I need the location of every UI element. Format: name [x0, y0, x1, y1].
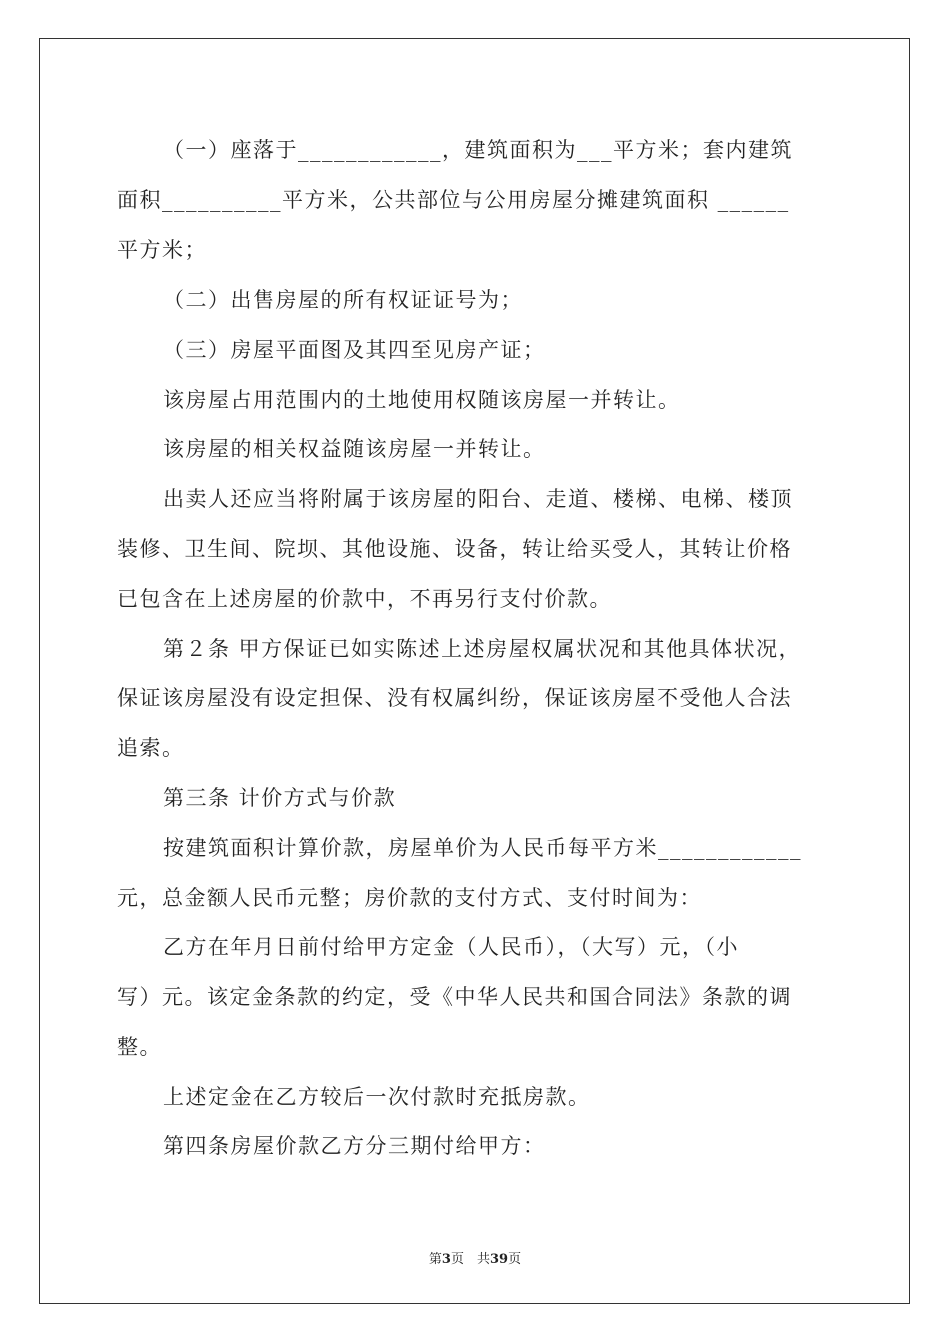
footer-page-mid: 页 共: [450, 1252, 490, 1267]
text-line: 第三条 计价方式与价款: [163, 786, 397, 810]
total-pages-number: 39: [489, 1252, 509, 1267]
text-line: 追索。: [117, 736, 185, 760]
text-line: 已包含在上述房屋的价款中，不再另行支付价款。: [117, 587, 612, 611]
text-line: 面积__________平方米，公共部位与公用房屋分摊建筑面积 ______: [117, 188, 790, 212]
footer-page-prefix: 第: [428, 1252, 442, 1267]
text-line: 元，总金额人民币元整；房价款的支付方式、支付时间为：: [117, 886, 702, 910]
footer-page-suffix: 页: [508, 1252, 522, 1267]
text-line: 该房屋的相关权益随该房屋一并转让。: [163, 437, 546, 461]
text-line: 上述定金在乙方较后一次付款时充抵房款。: [163, 1085, 591, 1109]
text-line: 写）元。该定金条款的约定，受《中华人民共和国合同法》条款的调: [117, 985, 792, 1009]
document-page: [39, 38, 910, 1304]
page-footer: [0, 1248, 950, 1267]
text-line: （三）房屋平面图及其四至见房产证；: [163, 338, 546, 362]
text-line: 装修、卫生间、院坝、其他设施、设备，转让给买受人，其转让价格: [117, 537, 792, 561]
text-line: 第２条 甲方保证已如实陈述上述房屋权属状况和其他具体状况，: [163, 637, 802, 661]
text-line: 第四条房屋价款乙方分三期付给甲方：: [163, 1134, 546, 1158]
text-line: 出卖人还应当将附属于该房屋的阳台、走道、楼梯、电梯、楼顶: [163, 487, 793, 511]
current-page-number: 3: [441, 1252, 451, 1267]
text-line: 该房屋占用范围内的土地使用权随该房屋一并转让。: [163, 388, 681, 412]
text-line: 乙方在年月日前付给甲方定金（人民币），（大写）元，（小: [163, 935, 739, 959]
text-line: 保证该房屋没有设定担保、没有权属纠纷，保证该房屋不受他人合法: [117, 686, 792, 710]
text-line: 按建筑面积计算价款，房屋单价为人民币每平方米____________: [163, 836, 802, 860]
text-line: 平方米；: [117, 238, 207, 262]
text-line: （一）座落于____________，建筑面积为___平方米；套内建筑: [163, 138, 793, 162]
text-line: 整。: [117, 1035, 162, 1059]
text-line: （二）出售房屋的所有权证证号为；: [163, 288, 523, 312]
